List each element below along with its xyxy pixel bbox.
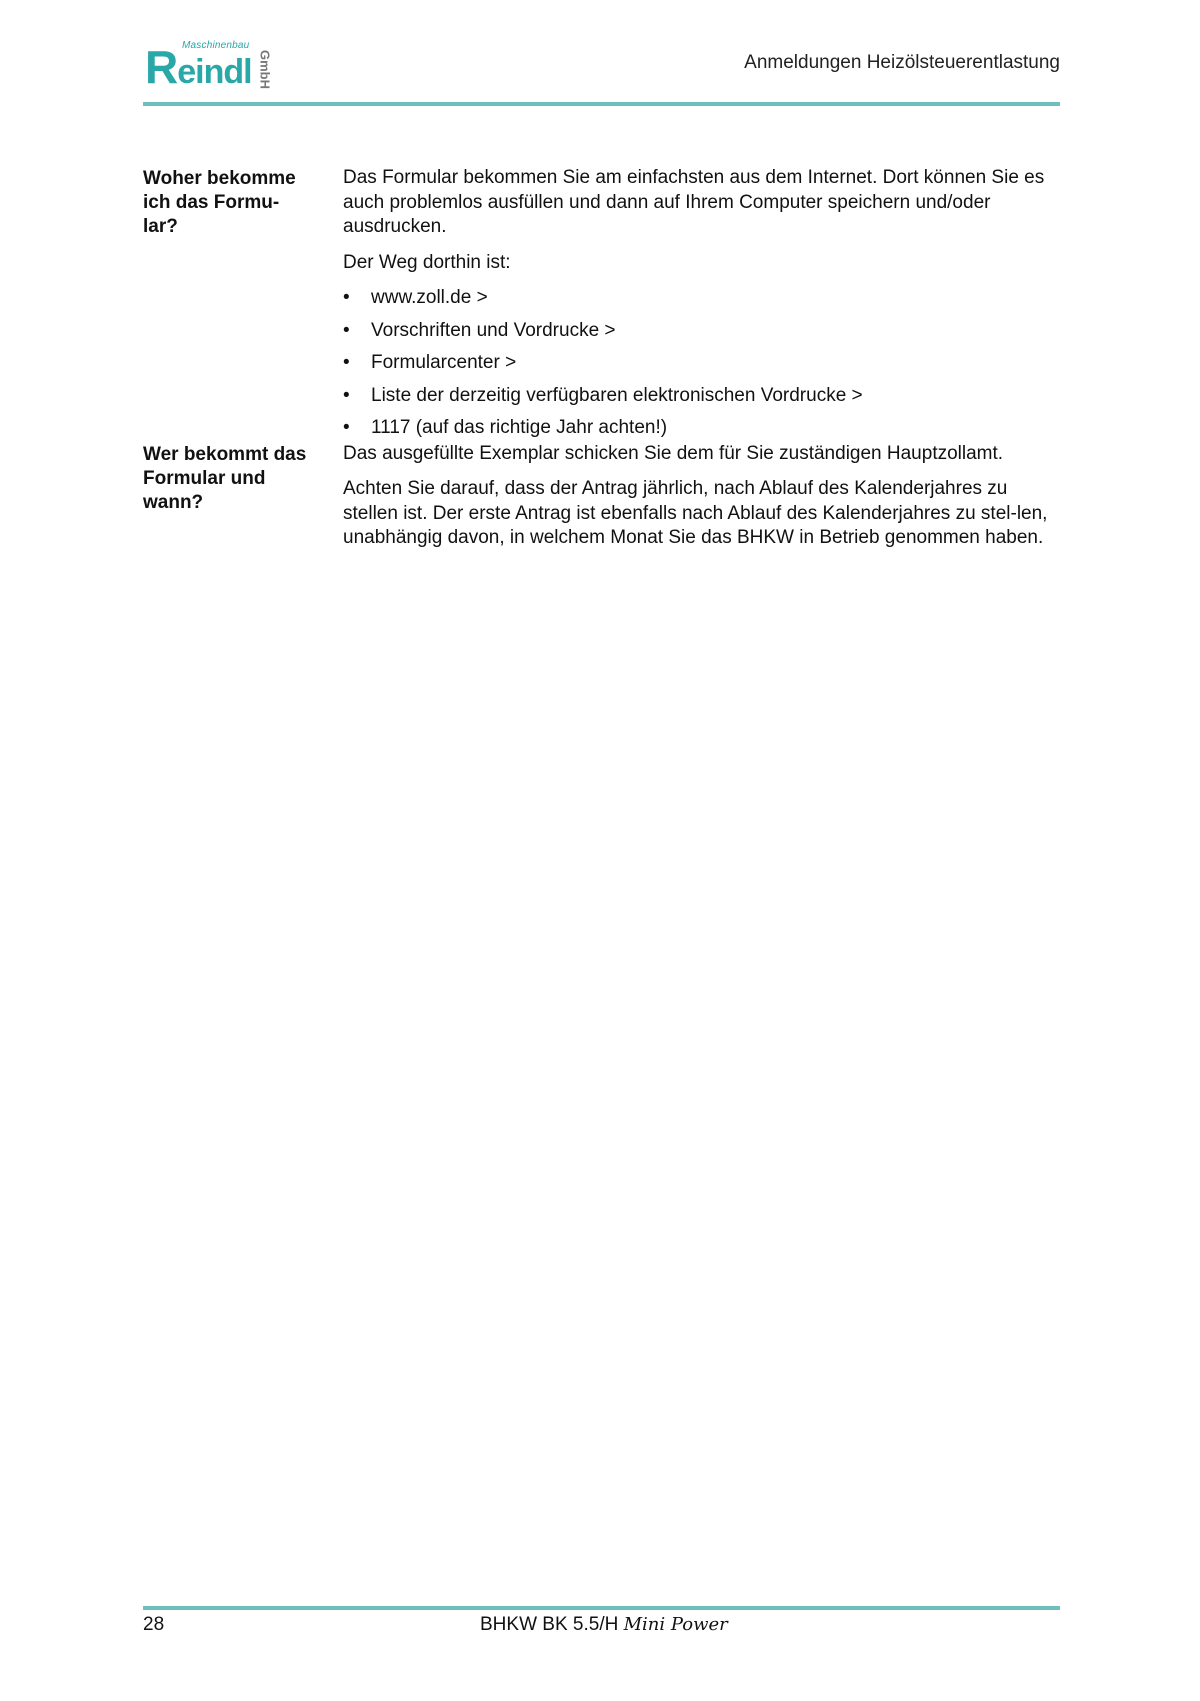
list-item: • Formularcenter >	[343, 351, 1060, 375]
section-form-recipient	[143, 442, 1060, 562]
section-label	[143, 166, 343, 449]
section-label	[143, 442, 343, 562]
paragraph: Das ausgefüllte Exemplar schicken Sie dem für Sie zuständigen Hauptzollamt.	[343, 442, 1004, 464]
section-form-source	[143, 166, 1060, 449]
logo-initial: R	[145, 41, 178, 93]
paragraph: Das Formular bekommen Sie am einfachsten aus dem Internet. Dort können Sie es auch problemlos ausfüllen und dann auf Ihrem Computer speichern und/oder ausdrucken.	[343, 167, 1045, 237]
logo-name-rest: eindl	[177, 53, 252, 91]
logo-subtitle: Maschinenbau	[182, 40, 250, 51]
section-body	[343, 166, 1060, 449]
path-list	[343, 286, 1060, 440]
section-label-line: Woher bekomme	[143, 168, 296, 189]
logo-suffix: GmbH	[257, 50, 273, 89]
logo-wordmark	[145, 42, 252, 97]
footer-divider	[143, 1606, 1060, 1610]
page-header	[143, 36, 1060, 106]
section-label-line: Formular und	[143, 467, 266, 489]
section-label-line: Wer bekommt das	[143, 443, 307, 465]
product-name: BHKW BK 5.5/H	[480, 1614, 619, 1635]
page-number: 28	[143, 1614, 165, 1635]
section-label-line: lar?	[143, 216, 178, 237]
header-divider	[143, 102, 1060, 106]
company-logo	[145, 40, 277, 93]
section-body	[343, 442, 1060, 562]
list-item: • Liste der derzeitig verfügbaren elektronischen Vordrucke >	[343, 384, 1060, 408]
paragraph: Achten Sie darauf, dass der Antrag jährlich, nach Ablauf des Kalenderjahres zu stellen ist. Der erste Antrag ist ebenfalls nach Ablauf des Kalenderjahres zu stel-len, unabhängig davon, in welchem Monat Sie das BHKW in Betrieb genommen haben.	[343, 478, 1048, 548]
section-label-line: ich das Formu-	[143, 192, 280, 213]
header-title: Anmeldungen Heizölsteuerentlastung	[744, 52, 1060, 73]
list-item: • 1117 (auf das richtige Jahr achten!)	[343, 416, 1060, 440]
list-item: • Vorschriften und Vordrucke >	[343, 319, 1060, 343]
list-item: • www.zoll.de >	[343, 286, 1060, 310]
paragraph: Der Weg dorthin ist:	[343, 251, 511, 273]
document-content	[143, 166, 1060, 562]
footer-product	[480, 1614, 728, 1636]
product-script-name: Mini Power	[623, 1614, 728, 1635]
section-label-line: wann?	[143, 491, 204, 513]
